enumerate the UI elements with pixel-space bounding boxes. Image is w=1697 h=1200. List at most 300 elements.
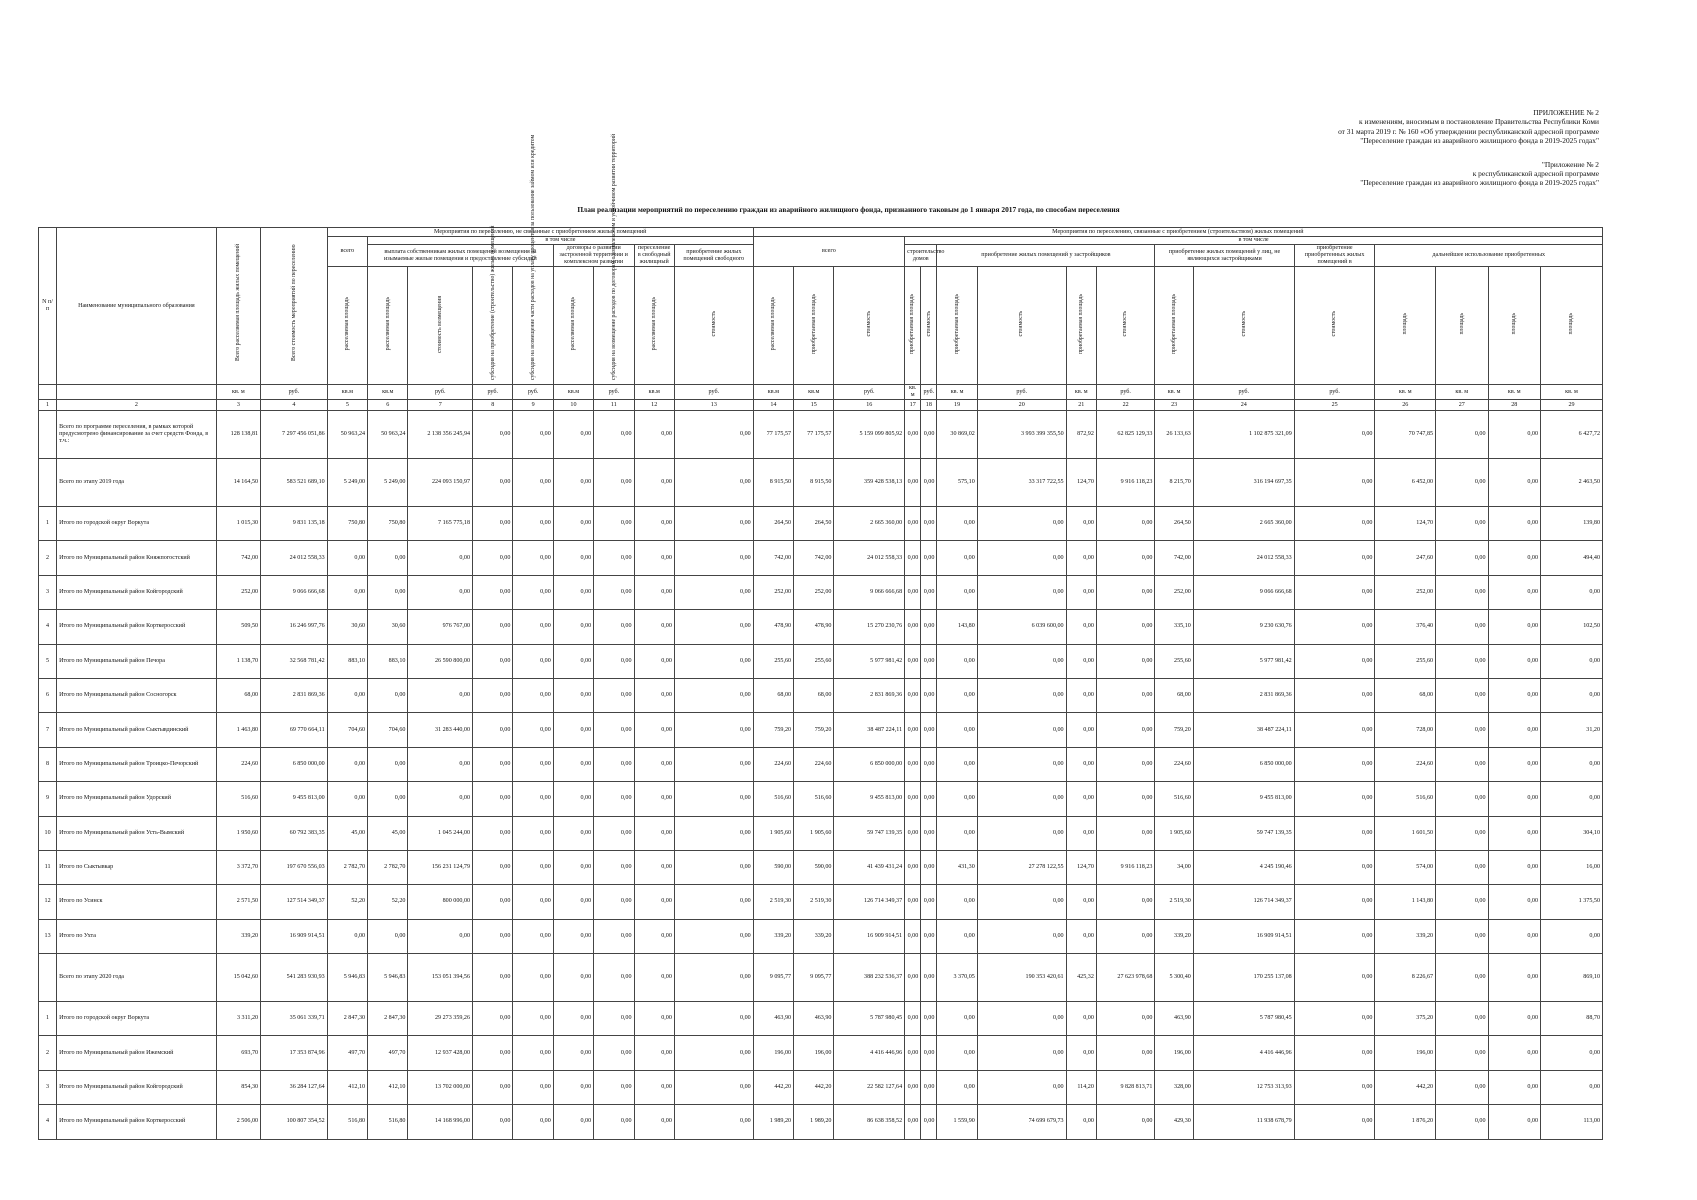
value-cell: 516,60 (794, 782, 834, 816)
value-cell: 0,00 (1294, 507, 1375, 541)
value-cell: 0,00 (634, 1105, 674, 1139)
value-cell: 170 255 137,08 (1193, 954, 1294, 1002)
value-cell: 1 559,90 (937, 1105, 977, 1139)
value-cell: 16 246 997,76 (261, 610, 328, 644)
value-cell: 0,00 (921, 1070, 937, 1104)
header-a-free: переселение в свободный жилищный (634, 245, 674, 267)
value-cell: 0,00 (1096, 713, 1155, 747)
value-cell: 0,00 (553, 507, 593, 541)
value-cell: 0,00 (1436, 610, 1488, 644)
value-cell: 4 416 446,96 (834, 1036, 905, 1070)
header-b-other2: приобретение приобретенных жилых помещений в (1294, 245, 1375, 267)
value-cell: 0,00 (513, 782, 553, 816)
value-cell: 388 232 536,37 (834, 954, 905, 1002)
value-cell: 0,00 (937, 507, 977, 541)
value-cell: 77 175,57 (753, 411, 793, 459)
value-cell: 442,20 (753, 1070, 793, 1104)
value-cell: 11 938 678,79 (1193, 1105, 1294, 1139)
value-cell: 0,00 (594, 885, 634, 919)
value-cell: 463,90 (794, 1002, 834, 1036)
value-cell: 0,00 (594, 507, 634, 541)
value-cell: 1 601,50 (1375, 816, 1436, 850)
column-number: 10 (553, 400, 593, 411)
value-cell: 0,00 (1294, 816, 1375, 850)
value-cell: 0,00 (905, 713, 921, 747)
header-col-19: приобретаемая площадь (953, 293, 960, 354)
value-cell: 0,00 (327, 919, 367, 953)
unit-cell: руб. (1193, 385, 1294, 400)
value-cell: 0,00 (1488, 644, 1540, 678)
value-cell: 224,60 (753, 747, 793, 781)
value-cell: 0,00 (634, 954, 674, 1002)
value-cell: 0,00 (327, 575, 367, 609)
value-cell: 0,00 (473, 919, 513, 953)
value-cell: 516,60 (216, 782, 260, 816)
header-col-6: расселяемая площадь (384, 297, 391, 351)
value-cell: 0,00 (553, 1105, 593, 1139)
column-number: 26 (1375, 400, 1436, 411)
value-cell: 0,00 (634, 541, 674, 575)
value-cell: 0,00 (553, 575, 593, 609)
row-number (39, 459, 57, 507)
value-cell: 0,00 (327, 678, 367, 712)
value-cell: 0,00 (1294, 1105, 1375, 1139)
value-cell: 0,00 (1436, 678, 1488, 712)
column-number: 21 (1066, 400, 1096, 411)
value-cell: 252,00 (794, 575, 834, 609)
unit-cell: руб. (408, 385, 473, 400)
table-row (39, 678, 1603, 712)
value-cell: 872,92 (1066, 411, 1096, 459)
value-cell: 869,10 (1541, 954, 1603, 1002)
unit-cell: кв. м (216, 385, 260, 400)
appendix-line: "Приложение № 2 (1541, 159, 1599, 169)
value-cell: 509,50 (216, 610, 260, 644)
value-cell: 0,00 (513, 954, 553, 1002)
value-cell: 224,60 (794, 747, 834, 781)
header-col-23: приобретаемая площадь (1170, 293, 1177, 354)
value-cell: 0,00 (553, 816, 593, 850)
value-cell: 0,00 (408, 782, 473, 816)
value-cell: 1 015,30 (216, 507, 260, 541)
value-cell: 0,00 (327, 782, 367, 816)
value-cell: 77 175,57 (794, 411, 834, 459)
value-cell: 883,10 (327, 644, 367, 678)
header-b-other: приобретение жилых помещений у лиц, не являющихся застройщиками (1155, 245, 1294, 267)
value-cell: 0,00 (553, 954, 593, 1002)
value-cell: 13 702 000,00 (408, 1070, 473, 1104)
value-cell: 1 375,50 (1541, 885, 1603, 919)
value-cell: 6 427,72 (1541, 411, 1603, 459)
value-cell: 0,00 (513, 885, 553, 919)
value-cell: 38 487 224,11 (834, 713, 905, 747)
value-cell: 0,00 (977, 1070, 1066, 1104)
value-cell: 976 767,00 (408, 610, 473, 644)
row-number: 1 (39, 1002, 57, 1036)
header-col-16: стоимость (866, 311, 873, 337)
value-cell: 0,00 (937, 1070, 977, 1104)
table-row (39, 1070, 1603, 1104)
value-cell: 0,00 (977, 919, 1066, 953)
value-cell: 0,00 (594, 575, 634, 609)
value-cell: 9 831 135,18 (261, 507, 328, 541)
value-cell: 8 215,70 (1155, 459, 1193, 507)
value-cell: 339,20 (1155, 919, 1193, 953)
value-cell: 0,00 (1096, 1105, 1155, 1139)
value-cell: 1 989,20 (794, 1105, 834, 1139)
value-cell: 5 300,40 (1155, 954, 1193, 1002)
value-cell: 0,00 (594, 954, 634, 1002)
value-cell: 0,00 (594, 782, 634, 816)
value-cell: 0,00 (674, 610, 753, 644)
value-cell: 0,00 (937, 1036, 977, 1070)
value-cell: 0,00 (1066, 747, 1096, 781)
value-cell: 74 699 679,73 (977, 1105, 1066, 1139)
value-cell: 0,00 (553, 1036, 593, 1070)
unit-cell: кв. м (1375, 385, 1436, 400)
value-cell: 0,00 (473, 541, 513, 575)
value-cell: 24 012 558,33 (1193, 541, 1294, 575)
value-cell: 0,00 (513, 850, 553, 884)
unit-cell: кв. м (937, 385, 977, 400)
value-cell: 0,00 (937, 575, 977, 609)
value-cell: 33 317 722,55 (977, 459, 1066, 507)
unit-cell: руб. (977, 385, 1066, 400)
value-cell: 0,00 (634, 411, 674, 459)
value-cell: 0,00 (1096, 575, 1155, 609)
value-cell: 31 283 440,00 (408, 713, 473, 747)
value-cell: 0,00 (921, 1002, 937, 1036)
value-cell: 0,00 (634, 678, 674, 712)
value-cell: 1 102 875 321,09 (1193, 411, 1294, 459)
value-cell: 0,00 (473, 575, 513, 609)
value-cell: 0,00 (1436, 541, 1488, 575)
value-cell: 516,60 (753, 782, 793, 816)
header-name: Наименование муниципального образования (57, 228, 217, 385)
value-cell: 1 905,60 (794, 816, 834, 850)
value-cell: 0,00 (1096, 678, 1155, 712)
value-cell: 16,00 (1541, 850, 1603, 884)
value-cell: 0,00 (905, 850, 921, 884)
row-number: 9 (39, 782, 57, 816)
value-cell: 0,00 (977, 507, 1066, 541)
value-cell: 0,00 (921, 885, 937, 919)
value-cell: 0,00 (977, 1002, 1066, 1036)
value-cell: 0,00 (905, 1070, 921, 1104)
value-cell: 742,00 (1155, 541, 1193, 575)
value-cell: 0,00 (634, 1036, 674, 1070)
value-cell: 126 714 349,37 (834, 885, 905, 919)
value-cell: 750,80 (327, 507, 367, 541)
value-cell: 0,00 (513, 919, 553, 953)
value-cell: 339,20 (1375, 919, 1436, 953)
value-cell: 0,00 (368, 541, 408, 575)
value-cell: 0,00 (513, 1036, 553, 1070)
value-cell: 5 787 980,45 (834, 1002, 905, 1036)
value-cell: 9 066 666,68 (834, 575, 905, 609)
value-cell: 0,00 (1066, 575, 1096, 609)
value-cell: 255,60 (794, 644, 834, 678)
value-cell: 583 521 689,10 (261, 459, 328, 507)
value-cell: 8 226,67 (1375, 954, 1436, 1002)
municipality-name: Итого по Муниципальный район Троицко-Печорский (57, 747, 217, 781)
value-cell: 0,00 (513, 1105, 553, 1139)
table-row (39, 1036, 1603, 1070)
value-cell: 0,00 (1066, 713, 1096, 747)
column-number: 17 (905, 400, 921, 411)
value-cell: 0,00 (1066, 782, 1096, 816)
value-cell: 17 353 874,96 (261, 1036, 328, 1070)
value-cell: 7 165 775,18 (408, 507, 473, 541)
header-a-payout: выплата собственникам жилых помещений возмещения за изымаемые жилые помещения и предоставление субсидий (368, 245, 554, 267)
value-cell: 0,00 (473, 459, 513, 507)
municipality-name: Итого по Муниципальный район Койгородский (57, 1070, 217, 1104)
value-cell: 68,00 (1375, 678, 1436, 712)
value-cell: 2 571,50 (216, 885, 260, 919)
table-row (39, 850, 1603, 884)
column-number: 19 (937, 400, 977, 411)
value-cell: 127 514 349,37 (261, 885, 328, 919)
value-cell: 22 582 127,64 (834, 1070, 905, 1104)
value-cell: 412,10 (368, 1070, 408, 1104)
value-cell: 224,60 (216, 747, 260, 781)
appendix-line: "Переселение граждан из аварийного жилищного фонда в 2019-2025 годах" (1360, 136, 1599, 146)
value-cell: 0,00 (1294, 885, 1375, 919)
value-cell: 9 916 118,23 (1096, 850, 1155, 884)
value-cell: 0,00 (327, 747, 367, 781)
value-cell: 0,00 (594, 816, 634, 850)
value-cell: 0,00 (905, 816, 921, 850)
value-cell: 0,00 (1096, 782, 1155, 816)
municipality-name: Итого по Ухта (57, 919, 217, 953)
value-cell: 0,00 (594, 1036, 634, 1070)
value-cell: 38 487 224,11 (1193, 713, 1294, 747)
value-cell: 0,00 (905, 747, 921, 781)
value-cell: 5 159 099 805,92 (834, 411, 905, 459)
value-cell: 3 372,70 (216, 850, 260, 884)
value-cell: 0,00 (594, 411, 634, 459)
value-cell: 224 093 150,97 (408, 459, 473, 507)
row-number: 2 (39, 541, 57, 575)
value-cell: 0,00 (1294, 782, 1375, 816)
value-cell: 0,00 (1096, 1002, 1155, 1036)
value-cell: 0,00 (473, 850, 513, 884)
value-cell: 0,00 (1436, 411, 1488, 459)
value-cell: 0,00 (674, 782, 753, 816)
value-cell: 0,00 (594, 1105, 634, 1139)
value-cell: 0,00 (674, 1105, 753, 1139)
value-cell: 0,00 (327, 541, 367, 575)
column-number: 6 (368, 400, 408, 411)
value-cell: 335,10 (1155, 610, 1193, 644)
value-cell: 0,00 (674, 919, 753, 953)
header-b-build: строительство домов (905, 245, 937, 267)
table-row (39, 1105, 1603, 1139)
value-cell: 45,00 (368, 816, 408, 850)
value-cell: 429,30 (1155, 1105, 1193, 1139)
value-cell: 0,00 (553, 541, 593, 575)
value-cell: 26 590 800,00 (408, 644, 473, 678)
value-cell: 255,60 (1375, 644, 1436, 678)
value-cell: 0,00 (634, 610, 674, 644)
appendix-line: от 31 марта 2019 г. № 160 «Об утверждении республиканской адресной программе (1338, 126, 1599, 136)
value-cell: 0,00 (594, 678, 634, 712)
value-cell: 2 138 356 245,94 (408, 411, 473, 459)
header-col-12: расселяемая площадь (651, 297, 658, 351)
value-cell: 0,00 (1066, 1002, 1096, 1036)
value-cell: 68,00 (1155, 678, 1193, 712)
value-cell: 0,00 (1488, 1105, 1540, 1139)
value-cell: 2 519,30 (794, 885, 834, 919)
value-cell: 0,00 (977, 782, 1066, 816)
value-cell: 0,00 (1488, 541, 1540, 575)
unit-cell: кв.м (794, 385, 834, 400)
value-cell: 30 869,02 (937, 411, 977, 459)
header-col-22: стоимость (1122, 311, 1129, 337)
municipality-name: Итого по Усинск (57, 885, 217, 919)
value-cell: 0,00 (1436, 1036, 1488, 1070)
value-cell: 0,00 (674, 411, 753, 459)
table-body (39, 411, 1603, 1140)
value-cell: 8 915,50 (794, 459, 834, 507)
value-cell: 0,00 (921, 747, 937, 781)
header-col-29: площадь (1568, 313, 1575, 335)
municipality-name: Итого по Муниципальный район Удорский (57, 782, 217, 816)
value-cell: 0,00 (594, 610, 634, 644)
value-cell: 0,00 (634, 747, 674, 781)
unit-cell: руб. (1096, 385, 1155, 400)
value-cell: 0,00 (634, 1070, 674, 1104)
municipality-name: Итого по Муниципальный район Княжпогостский (57, 541, 217, 575)
value-cell: 704,60 (327, 713, 367, 747)
value-cell: 0,00 (1488, 713, 1540, 747)
value-cell: 0,00 (473, 713, 513, 747)
value-cell: 7 297 456 051,86 (261, 411, 328, 459)
value-cell: 0,00 (594, 1070, 634, 1104)
value-cell: 0,00 (1096, 919, 1155, 953)
appendix-line: к республиканской адресной программе (1472, 169, 1599, 179)
header-col-28: площадь (1511, 313, 1518, 335)
value-cell: 0,00 (921, 1036, 937, 1070)
value-cell: 0,00 (1488, 678, 1540, 712)
header-col-13: стоимость (710, 311, 717, 337)
municipality-name: Итого по Муниципальный район Печора (57, 644, 217, 678)
value-cell: 0,00 (921, 507, 937, 541)
value-cell: 252,00 (753, 575, 793, 609)
value-cell: 224,60 (1375, 747, 1436, 781)
value-cell: 0,00 (1294, 919, 1375, 953)
unit-cell: руб. (594, 385, 634, 400)
row-number: 3 (39, 575, 57, 609)
header-col-24: стоимость (1240, 311, 1247, 337)
value-cell: 0,00 (634, 850, 674, 884)
value-cell: 0,00 (1541, 575, 1603, 609)
value-cell: 69 770 664,11 (261, 713, 328, 747)
value-cell: 0,00 (1541, 1070, 1603, 1104)
value-cell: 0,00 (1294, 644, 1375, 678)
value-cell: 30,60 (368, 610, 408, 644)
header-b-further: дальнейшее использование приобретенных (1375, 245, 1603, 267)
value-cell: 0,00 (1541, 1036, 1603, 1070)
value-cell: 0,00 (1294, 575, 1375, 609)
unit-cell: руб. (921, 385, 937, 400)
value-cell: 1 989,20 (753, 1105, 793, 1139)
value-cell: 8 915,50 (753, 459, 793, 507)
value-cell: 156 231 124,79 (408, 850, 473, 884)
row-number (39, 954, 57, 1002)
value-cell: 35 061 339,71 (261, 1002, 328, 1036)
value-cell: 0,00 (473, 747, 513, 781)
unit-cell: кв.м (753, 385, 793, 400)
value-cell: 264,50 (794, 507, 834, 541)
value-cell: 442,20 (1375, 1070, 1436, 1104)
value-cell: 0,00 (1066, 644, 1096, 678)
value-cell: 0,00 (1436, 507, 1488, 541)
value-cell: 6 850 000,00 (261, 747, 328, 781)
municipality-name: Всего по программе переселения, в рамках которой предусмотрено финансирование за счет средств Фонда, в т.ч.: (57, 411, 217, 459)
value-cell: 0,00 (674, 747, 753, 781)
value-cell: 0,00 (1436, 1002, 1488, 1036)
value-cell: 6 850 000,00 (834, 747, 905, 781)
value-cell: 497,70 (327, 1036, 367, 1070)
row-number: 4 (39, 1105, 57, 1139)
value-cell: 0,00 (1066, 541, 1096, 575)
value-cell: 255,60 (753, 644, 793, 678)
value-cell: 0,00 (634, 919, 674, 953)
municipality-name: Итого по городской округ Воркута (57, 507, 217, 541)
value-cell: 742,00 (794, 541, 834, 575)
value-cell: 0,00 (1066, 507, 1096, 541)
value-cell: 0,00 (921, 954, 937, 1002)
value-cell: 70 747,85 (1375, 411, 1436, 459)
value-cell: 574,00 (1375, 850, 1436, 884)
value-cell: 0,00 (553, 411, 593, 459)
value-cell: 27 278 122,55 (977, 850, 1066, 884)
value-cell: 0,00 (594, 919, 634, 953)
value-cell: 5 946,83 (327, 954, 367, 1002)
value-cell: 50 963,24 (368, 411, 408, 459)
municipality-name: Итого по городской округ Воркута (57, 1002, 217, 1036)
header-a-total: всего (327, 237, 367, 267)
value-cell: 0,00 (1436, 816, 1488, 850)
value-cell: 0,00 (1066, 678, 1096, 712)
value-cell: 0,00 (513, 507, 553, 541)
value-cell: 224,60 (1155, 747, 1193, 781)
row-number: 1 (39, 507, 57, 541)
value-cell: 41 439 431,24 (834, 850, 905, 884)
table-row (39, 919, 1603, 953)
header-group-b: Мероприятия по переселению, связанные с приобретением (строительством) жилых помещений (753, 228, 1602, 237)
header-col-15: приобретаемая площадь (810, 293, 817, 354)
table-row (39, 713, 1603, 747)
value-cell: 1 138,70 (216, 644, 260, 678)
value-cell: 5 249,00 (327, 459, 367, 507)
value-cell: 139,80 (1541, 507, 1603, 541)
value-cell: 2 782,70 (368, 850, 408, 884)
header-a-incl: в том числе (368, 237, 754, 245)
value-cell: 34,00 (1155, 850, 1193, 884)
row-number (39, 411, 57, 459)
value-cell: 6 452,00 (1375, 459, 1436, 507)
value-cell: 3 370,05 (937, 954, 977, 1002)
value-cell: 0,00 (594, 459, 634, 507)
column-number: 1 (39, 400, 57, 411)
value-cell: 5 977 981,42 (834, 644, 905, 678)
value-cell: 14 168 996,00 (408, 1105, 473, 1139)
value-cell: 0,00 (921, 610, 937, 644)
value-cell: 2 831 869,36 (1193, 678, 1294, 712)
value-cell: 0,00 (368, 782, 408, 816)
